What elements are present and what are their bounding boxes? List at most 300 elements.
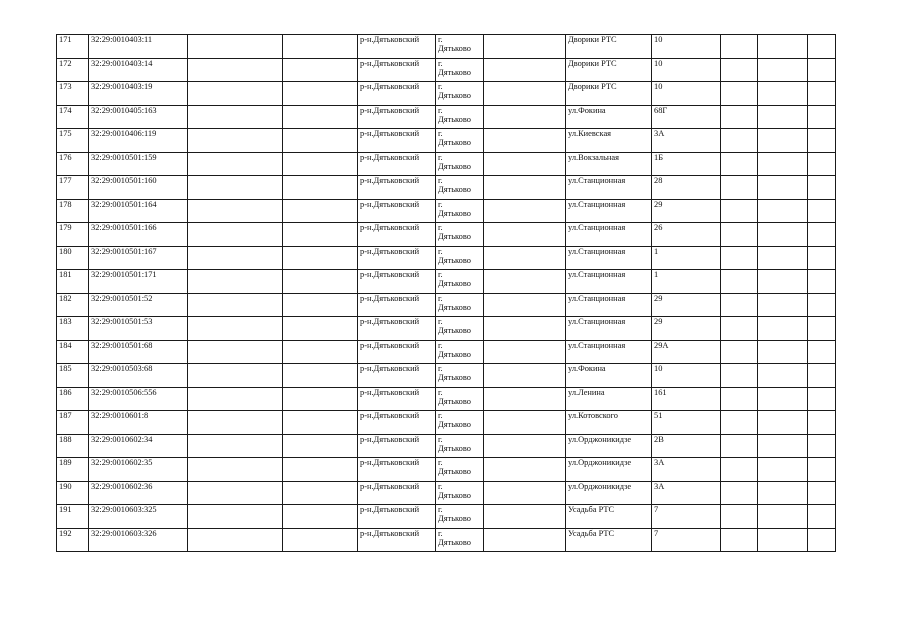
empty-cell — [758, 129, 808, 153]
house-number-cell: 1 — [652, 246, 721, 270]
house-number-cell: 7 — [652, 528, 721, 552]
street-cell: Дворики РТС — [566, 35, 652, 59]
empty-cell — [808, 58, 836, 82]
empty-cell — [283, 434, 358, 458]
empty-cell — [484, 246, 566, 270]
empty-cell — [721, 82, 758, 106]
cadastral-number-cell: 32:29:0010601:8 — [89, 411, 188, 435]
table-row — [57, 223, 836, 247]
empty-cell — [283, 58, 358, 82]
table-row — [57, 293, 836, 317]
table-row — [57, 152, 836, 176]
empty-cell — [484, 528, 566, 552]
city-text: г. Дятьково — [438, 35, 471, 53]
empty-cell — [283, 340, 358, 364]
city-cell — [436, 199, 484, 223]
city-text: г. Дятьково — [438, 528, 471, 547]
empty-cell — [721, 246, 758, 270]
empty-cell — [721, 199, 758, 223]
empty-cell — [484, 199, 566, 223]
district-cell: р-н.Дятьковский — [358, 223, 436, 247]
empty-cell — [484, 458, 566, 482]
table-row — [57, 82, 836, 106]
empty-cell — [188, 364, 283, 388]
house-number-cell: 3А — [652, 458, 721, 482]
empty-cell — [758, 317, 808, 341]
empty-cell — [808, 82, 836, 106]
empty-cell — [484, 293, 566, 317]
empty-cell — [721, 223, 758, 247]
table-body — [57, 35, 836, 552]
empty-cell — [484, 387, 566, 411]
street-cell: ул.Станционная — [566, 176, 652, 200]
table-row — [57, 387, 836, 411]
house-number-cell: 7 — [652, 505, 721, 529]
cadastral-number-cell: 32:29:0010501:52 — [89, 293, 188, 317]
district-cell: р-н.Дятьковский — [358, 434, 436, 458]
city-cell — [436, 246, 484, 270]
empty-cell — [283, 105, 358, 129]
empty-cell — [283, 270, 358, 294]
house-number-cell: 29 — [652, 199, 721, 223]
empty-cell — [758, 364, 808, 388]
empty-cell — [484, 340, 566, 364]
cadastral-number-cell: 32:29:0010501:171 — [89, 270, 188, 294]
empty-cell — [188, 270, 283, 294]
empty-cell — [188, 246, 283, 270]
city-cell — [436, 387, 484, 411]
row-number-cell: 191 — [57, 505, 89, 529]
empty-cell — [808, 199, 836, 223]
row-number-cell: 173 — [57, 82, 89, 106]
city-cell — [436, 176, 484, 200]
city-cell — [436, 293, 484, 317]
city-text: г. Дятьково — [438, 434, 471, 453]
row-number-cell: 172 — [57, 58, 89, 82]
cadastral-number-cell: 32:29:0010501:164 — [89, 199, 188, 223]
house-number-cell: 2В — [652, 434, 721, 458]
empty-cell — [758, 481, 808, 505]
street-cell: ул.Станционная — [566, 223, 652, 247]
row-number-cell: 171 — [57, 35, 89, 59]
row-number-cell: 178 — [57, 199, 89, 223]
street-cell: ул.Станционная — [566, 293, 652, 317]
city-cell — [436, 82, 484, 106]
street-cell: ул.Станционная — [566, 317, 652, 341]
empty-cell — [283, 246, 358, 270]
street-cell: ул.Фокина — [566, 364, 652, 388]
empty-cell — [283, 387, 358, 411]
house-number-cell: 29 — [652, 293, 721, 317]
empty-cell — [808, 364, 836, 388]
empty-cell — [188, 411, 283, 435]
city-cell — [436, 58, 484, 82]
empty-cell — [758, 340, 808, 364]
district-cell: р-н.Дятьковский — [358, 340, 436, 364]
empty-cell — [808, 35, 836, 59]
empty-cell — [484, 481, 566, 505]
empty-cell — [808, 411, 836, 435]
house-number-cell: 28 — [652, 176, 721, 200]
empty-cell — [808, 293, 836, 317]
empty-cell — [484, 223, 566, 247]
empty-cell — [484, 270, 566, 294]
house-number-cell: 10 — [652, 82, 721, 106]
empty-cell — [721, 58, 758, 82]
empty-cell — [283, 458, 358, 482]
district-cell: р-н.Дятьковский — [358, 528, 436, 552]
empty-cell — [758, 458, 808, 482]
empty-cell — [188, 340, 283, 364]
empty-cell — [188, 176, 283, 200]
row-number-cell: 190 — [57, 481, 89, 505]
street-cell: ул.Станционная — [566, 270, 652, 294]
house-number-cell: 10 — [652, 364, 721, 388]
empty-cell — [283, 528, 358, 552]
cadastral-number-cell: 32:29:0010405:163 — [89, 105, 188, 129]
row-number-cell: 185 — [57, 364, 89, 388]
empty-cell — [188, 505, 283, 529]
document-page — [56, 34, 836, 552]
empty-cell — [758, 176, 808, 200]
city-text: г. Дятьково — [438, 246, 471, 265]
table-row — [57, 481, 836, 505]
empty-cell — [758, 58, 808, 82]
empty-cell — [188, 458, 283, 482]
empty-cell — [758, 35, 808, 59]
city-text: г. Дятьково — [438, 505, 471, 523]
street-cell: ул.Котовского — [566, 411, 652, 435]
empty-cell — [808, 246, 836, 270]
table-row — [57, 458, 836, 482]
street-cell: ул.Фокина — [566, 105, 652, 129]
empty-cell — [808, 340, 836, 364]
empty-cell — [283, 505, 358, 529]
table-row — [57, 317, 836, 341]
row-number-cell: 189 — [57, 458, 89, 482]
empty-cell — [808, 270, 836, 294]
empty-cell — [808, 152, 836, 176]
table-row — [57, 199, 836, 223]
table-row — [57, 364, 836, 388]
street-cell: ул.Орджоникидзе — [566, 458, 652, 482]
district-cell: р-н.Дятьковский — [358, 105, 436, 129]
street-cell: ул.Станционная — [566, 340, 652, 364]
city-cell — [436, 317, 484, 341]
cadastral-number-cell: 32:29:0010403:19 — [89, 82, 188, 106]
cadastral-number-cell: 32:29:0010501:160 — [89, 176, 188, 200]
empty-cell — [283, 223, 358, 247]
empty-cell — [721, 105, 758, 129]
empty-cell — [758, 293, 808, 317]
street-cell: ул.Орджоникидзе — [566, 434, 652, 458]
city-cell — [436, 364, 484, 388]
city-text: г. Дятьково — [438, 199, 471, 218]
row-number-cell: 175 — [57, 129, 89, 153]
empty-cell — [484, 176, 566, 200]
district-cell: р-н.Дятьковский — [358, 270, 436, 294]
cadastral-number-cell: 32:29:0010403:11 — [89, 35, 188, 59]
row-number-cell: 176 — [57, 152, 89, 176]
district-cell: р-н.Дятьковский — [358, 458, 436, 482]
district-cell: р-н.Дятьковский — [358, 481, 436, 505]
house-number-cell: 1Б — [652, 152, 721, 176]
city-text: г. Дятьково — [438, 293, 471, 312]
street-cell: ул.Киевская — [566, 129, 652, 153]
empty-cell — [188, 199, 283, 223]
district-cell: р-н.Дятьковский — [358, 411, 436, 435]
street-cell: ул.Станционная — [566, 199, 652, 223]
empty-cell — [721, 129, 758, 153]
empty-cell — [721, 505, 758, 529]
empty-cell — [808, 223, 836, 247]
district-cell: р-н.Дятьковский — [358, 199, 436, 223]
house-number-cell: 3А — [652, 481, 721, 505]
cadastral-number-cell: 32:29:0010603:325 — [89, 505, 188, 529]
empty-cell — [721, 176, 758, 200]
table-row — [57, 411, 836, 435]
house-number-cell: 68Г — [652, 105, 721, 129]
district-cell: р-н.Дятьковский — [358, 176, 436, 200]
city-cell — [436, 105, 484, 129]
row-number-cell: 186 — [57, 387, 89, 411]
street-cell: Дворики РТС — [566, 58, 652, 82]
empty-cell — [283, 481, 358, 505]
cadastral-number-cell: 32:29:0010501:68 — [89, 340, 188, 364]
cadastral-number-cell: 32:29:0010501:166 — [89, 223, 188, 247]
cadastral-number-cell: 32:29:0010406:119 — [89, 129, 188, 153]
street-cell: ул.Орджоникидзе — [566, 481, 652, 505]
city-text: г. Дятьково — [438, 458, 471, 476]
city-text: г. Дятьково — [438, 105, 471, 124]
city-text: г. Дятьково — [438, 270, 471, 288]
table-row — [57, 528, 836, 552]
city-text: г. Дятьково — [438, 340, 471, 359]
table-row — [57, 35, 836, 59]
city-text: г. Дятьково — [438, 364, 471, 382]
table-row — [57, 434, 836, 458]
empty-cell — [758, 82, 808, 106]
district-cell: р-н.Дятьковский — [358, 364, 436, 388]
house-number-cell: 3А — [652, 129, 721, 153]
empty-cell — [721, 293, 758, 317]
empty-cell — [808, 129, 836, 153]
street-cell: ул.Вокзальная — [566, 152, 652, 176]
empty-cell — [721, 528, 758, 552]
cadastral-number-cell: 32:29:0010602:34 — [89, 434, 188, 458]
city-text: г. Дятьково — [438, 481, 471, 500]
empty-cell — [808, 387, 836, 411]
empty-cell — [188, 434, 283, 458]
empty-cell — [808, 176, 836, 200]
empty-cell — [721, 152, 758, 176]
city-cell — [436, 411, 484, 435]
table-row — [57, 129, 836, 153]
district-cell: р-н.Дятьковский — [358, 246, 436, 270]
empty-cell — [808, 481, 836, 505]
row-number-cell: 177 — [57, 176, 89, 200]
city-text: г. Дятьково — [438, 411, 471, 429]
empty-cell — [758, 246, 808, 270]
city-text: г. Дятьково — [438, 152, 471, 171]
house-number-cell: 29А — [652, 340, 721, 364]
empty-cell — [721, 340, 758, 364]
row-number-cell: 192 — [57, 528, 89, 552]
city-text: г. Дятьково — [438, 317, 471, 335]
district-cell: р-н.Дятьковский — [358, 58, 436, 82]
district-cell: р-н.Дятьковский — [358, 505, 436, 529]
empty-cell — [808, 458, 836, 482]
empty-cell — [283, 82, 358, 106]
empty-cell — [758, 270, 808, 294]
street-cell: Усадьба РТС — [566, 505, 652, 529]
table-row — [57, 246, 836, 270]
empty-cell — [484, 58, 566, 82]
row-number-cell: 184 — [57, 340, 89, 364]
street-cell: Усадьба РТС — [566, 528, 652, 552]
street-cell: ул.Станционная — [566, 246, 652, 270]
district-cell: р-н.Дятьковский — [358, 387, 436, 411]
city-text: г. Дятьково — [438, 387, 471, 406]
house-number-cell: 10 — [652, 35, 721, 59]
empty-cell — [283, 317, 358, 341]
house-number-cell: 161 — [652, 387, 721, 411]
empty-cell — [484, 35, 566, 59]
empty-cell — [758, 105, 808, 129]
empty-cell — [484, 317, 566, 341]
city-cell — [436, 528, 484, 552]
row-number-cell: 174 — [57, 105, 89, 129]
empty-cell — [188, 152, 283, 176]
house-number-cell: 26 — [652, 223, 721, 247]
table-row — [57, 340, 836, 364]
cadastral-number-cell: 32:29:0010506:556 — [89, 387, 188, 411]
empty-cell — [721, 411, 758, 435]
empty-cell — [188, 528, 283, 552]
empty-cell — [188, 82, 283, 106]
empty-cell — [808, 505, 836, 529]
city-cell — [436, 270, 484, 294]
empty-cell — [721, 364, 758, 388]
empty-cell — [721, 270, 758, 294]
table-row — [57, 505, 836, 529]
row-number-cell: 182 — [57, 293, 89, 317]
empty-cell — [484, 152, 566, 176]
empty-cell — [188, 481, 283, 505]
cadastral-number-cell: 32:29:0010602:35 — [89, 458, 188, 482]
empty-cell — [484, 129, 566, 153]
district-cell: р-н.Дятьковский — [358, 293, 436, 317]
table-row — [57, 58, 836, 82]
street-cell: Дворики РТС — [566, 82, 652, 106]
empty-cell — [758, 411, 808, 435]
table-row — [57, 270, 836, 294]
empty-cell — [721, 458, 758, 482]
district-cell: р-н.Дятьковский — [358, 129, 436, 153]
city-text: г. Дятьково — [438, 129, 471, 147]
cadastral-registry-table — [56, 34, 836, 552]
street-cell: ул.Ленина — [566, 387, 652, 411]
city-text: г. Дятьково — [438, 82, 471, 100]
district-cell: р-н.Дятьковский — [358, 152, 436, 176]
empty-cell — [484, 434, 566, 458]
empty-cell — [283, 364, 358, 388]
district-cell: р-н.Дятьковский — [358, 35, 436, 59]
empty-cell — [758, 152, 808, 176]
row-number-cell: 188 — [57, 434, 89, 458]
cadastral-number-cell: 32:29:0010503:68 — [89, 364, 188, 388]
cadastral-number-cell: 32:29:0010501:159 — [89, 152, 188, 176]
empty-cell — [721, 387, 758, 411]
cadastral-number-cell: 32:29:0010501:53 — [89, 317, 188, 341]
row-number-cell: 181 — [57, 270, 89, 294]
row-number-cell: 183 — [57, 317, 89, 341]
empty-cell — [188, 293, 283, 317]
cadastral-number-cell: 32:29:0010501:167 — [89, 246, 188, 270]
row-number-cell: 180 — [57, 246, 89, 270]
city-cell — [436, 481, 484, 505]
empty-cell — [283, 152, 358, 176]
table-row — [57, 176, 836, 200]
empty-cell — [808, 528, 836, 552]
empty-cell — [283, 293, 358, 317]
empty-cell — [188, 129, 283, 153]
empty-cell — [484, 505, 566, 529]
city-cell — [436, 505, 484, 529]
empty-cell — [758, 434, 808, 458]
house-number-cell: 51 — [652, 411, 721, 435]
cadastral-number-cell: 32:29:0010602:36 — [89, 481, 188, 505]
city-text: г. Дятьково — [438, 223, 471, 241]
empty-cell — [721, 434, 758, 458]
city-text: г. Дятьково — [438, 176, 471, 194]
city-text: г. Дятьково — [438, 58, 471, 77]
empty-cell — [188, 35, 283, 59]
cadastral-number-cell: 32:29:0010603:326 — [89, 528, 188, 552]
house-number-cell: 29 — [652, 317, 721, 341]
empty-cell — [808, 317, 836, 341]
city-cell — [436, 223, 484, 247]
empty-cell — [484, 105, 566, 129]
row-number-cell: 179 — [57, 223, 89, 247]
empty-cell — [721, 317, 758, 341]
district-cell: р-н.Дятьковский — [358, 317, 436, 341]
empty-cell — [808, 105, 836, 129]
empty-cell — [283, 176, 358, 200]
empty-cell — [188, 58, 283, 82]
city-cell — [436, 340, 484, 364]
empty-cell — [758, 199, 808, 223]
empty-cell — [188, 317, 283, 341]
house-number-cell: 10 — [652, 58, 721, 82]
table-row — [57, 105, 836, 129]
city-cell — [436, 434, 484, 458]
empty-cell — [283, 35, 358, 59]
empty-cell — [283, 199, 358, 223]
city-cell — [436, 152, 484, 176]
empty-cell — [758, 387, 808, 411]
empty-cell — [721, 35, 758, 59]
empty-cell — [721, 481, 758, 505]
empty-cell — [283, 129, 358, 153]
empty-cell — [283, 411, 358, 435]
empty-cell — [484, 364, 566, 388]
empty-cell — [188, 223, 283, 247]
city-cell — [436, 129, 484, 153]
house-number-cell: 1 — [652, 270, 721, 294]
empty-cell — [484, 82, 566, 106]
empty-cell — [484, 411, 566, 435]
